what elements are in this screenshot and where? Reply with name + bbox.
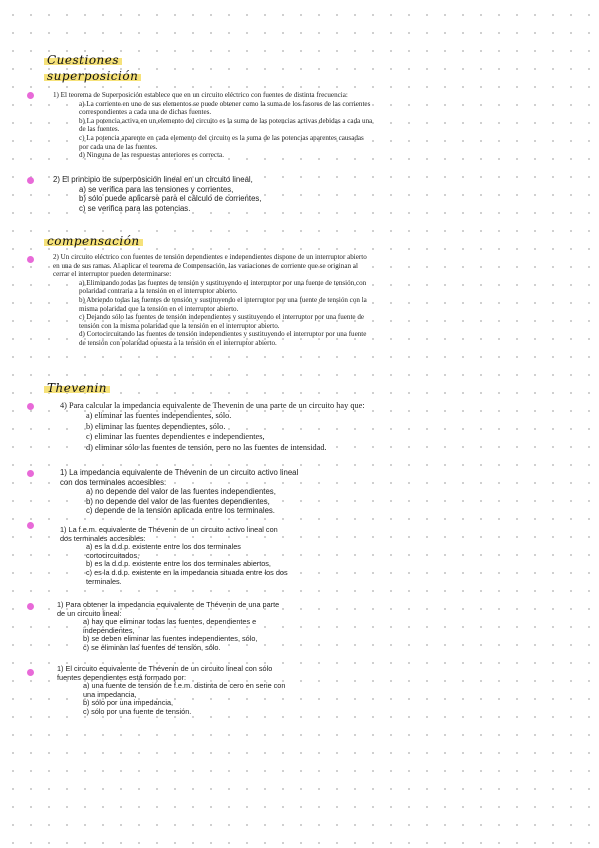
option-line: d) Ninguna de las respuestas anteriores es correcta. — [79, 151, 224, 160]
question-stem: cerrar el interruptor pueden determinarse: — [53, 270, 172, 279]
bullet-q5 — [27, 470, 34, 477]
question-stem: 2) El principio de superposición lineal en un circuito lineal, — [53, 175, 253, 184]
question-stem: 2) Un circuito eléctrico con fuentes de tensión dependientes e independientes dispone de un interruptor abierto — [53, 253, 367, 261]
option-line: a) hay que eliminar todas las fuentes, dependientes e — [83, 617, 257, 627]
option-line: de las fuentes. — [79, 125, 120, 134]
question-7 — [57, 601, 307, 653]
question-stem: dos terminales accesibles: — [60, 533, 146, 543]
option-line: de tensión con polaridad opuesta a la tensión en el interruptor abierto. — [79, 338, 277, 347]
bullet-q7 — [27, 603, 34, 610]
question-5 — [60, 468, 320, 516]
option-line: c) Dejando sólo las fuentes de tensión independientes y sustituyendo el interruptor por una fuente de — [79, 313, 365, 322]
option-line: a) Eliminando todas las fuentes de tensión y sustituyendo el interruptor por una fuente de tensión con — [79, 278, 367, 287]
option-line: b) se deben eliminar las fuentes independientes, sólo, — [83, 634, 258, 644]
question-4 — [60, 401, 420, 453]
option-line: terminales. — [86, 576, 122, 586]
option-line: c) eliminar las fuentes dependientes e independientes, — [86, 432, 265, 442]
option-line: a) eliminar las fuentes independientes, sólo. — [86, 411, 232, 421]
bullet-q3 — [27, 256, 34, 263]
question-stem: con dos terminales accesibles: — [60, 477, 167, 487]
option-line: c) sólo por una fuente de tensión. — [83, 706, 192, 716]
option-line: cortocircuitados, — [86, 550, 140, 560]
bullet-q6 — [27, 522, 34, 529]
bullet-q1 — [27, 92, 34, 99]
option-line: d) Cortocircuitando las fuentes de tensión independientes y sustituyendo el interruptor por una fuente — [79, 330, 367, 339]
question-2 — [53, 175, 353, 213]
option-line: b) es la d.d.p. existente entre los dos terminales abiertos, — [86, 559, 271, 569]
option-line: tensión con la misma polaridad que la tensión en el interruptor abierto. — [79, 321, 280, 330]
question-stem: fuentes dependientes está formado por: — [57, 672, 186, 682]
option-line: a) se verifica para las tensiones y corrientes, — [79, 184, 234, 194]
bullet-q2 — [27, 177, 34, 184]
option-line: a) es la d.d.p. existente entre los dos terminales — [86, 542, 241, 552]
question-stem: 1) La impedancia equivalente de Thévenin de un circuito activo lineal — [60, 468, 299, 477]
heading-superposicion: superposición — [44, 69, 141, 83]
option-line: b) La potencia activa en un elemento del circuito es la suma de las potencias activas debidas a cada una — [79, 116, 373, 125]
question-stem: de un circuito lineal: — [57, 608, 122, 618]
option-line: b) Abriendo todas las fuentes de tensión y sustituyendo el interruptor por una fuente de tensión con la — [79, 295, 367, 304]
question-stem: en una de sus ramas. Al aplicar el teorema de Compensación, las variaciones de corriente que se originan al — [53, 261, 358, 270]
heading-cuestiones: Cuestiones — [44, 53, 122, 67]
option-line: una impedancia, — [83, 689, 137, 699]
option-line: a) La corriente en uno de sus elementos se puede obtener como la suma de los fasores de las corrientes — [79, 99, 371, 108]
question-8 — [57, 665, 307, 717]
bullet-q8 — [27, 669, 34, 676]
option-line: c) es la d.d.p. existente en la impedancia situada entre los dos — [86, 567, 288, 577]
option-line: b) sólo puede aplicarse para el cálculo de corrientes, — [79, 194, 262, 204]
option-line: c) depende de la tensión aplicada entre los terminales. — [86, 506, 275, 516]
heading-thevenin: Thevenin — [44, 381, 110, 395]
option-line: b) no depende del valor de las fuentes dependientes, — [86, 496, 270, 506]
option-line: independientes, — [83, 625, 135, 635]
question-stem: 1) Para obtener la impedancia equivalente de Thévenin de una parte — [57, 600, 280, 609]
question-stem: 1) El teorema de Superposición establece que en un circuito eléctrico con fuentes de distinta frecuencia: — [53, 91, 348, 99]
option-line: c) se eliminan las fuentes de tensión, sólo. — [83, 642, 221, 652]
question-stem: 4) Para calcular la impedancia equivalente de Thevenin de una parte de un circuito hay que: — [60, 401, 365, 410]
option-line: a) una fuente de tensión de f.e.m. distinta de cero en serie con — [83, 681, 286, 691]
heading-compensacion: compensación — [44, 234, 143, 248]
option-line: d) eliminar sólo las fuentes de tensión, pero no las fuentes de intensidad. — [86, 442, 327, 452]
option-line: c) La potencia aparente en cada elemento del circuito es la suma de las potencias aparentes causadas — [79, 133, 364, 142]
bullet-q4 — [27, 403, 34, 410]
option-line: a) no depende del valor de las fuentes independientes, — [86, 487, 276, 497]
question-3 — [53, 253, 423, 348]
option-line: por cada una de las fuentes. — [79, 142, 158, 151]
option-line: b) sólo por una impedancia, — [83, 698, 174, 708]
question-stem: 1) El circuito equivalente de Thévenin de un circuito lineal con sólo — [57, 664, 273, 673]
question-6 — [60, 526, 310, 586]
option-line: polaridad contraria a la tensión en el interruptor abierto. — [79, 287, 238, 296]
option-line: c) se verifica para las potencias. — [79, 203, 191, 213]
question-1 — [53, 91, 413, 160]
option-line: correspondientes a cada una de dichas fuentes. — [79, 108, 212, 117]
question-stem: 1) La f.e.m. equivalente de Thévenin de un circuito activo lineal con — [60, 525, 278, 534]
option-line: b) eliminar las fuentes dependientes, sólo. — [86, 421, 226, 431]
option-line: misma polaridad que la tensión en el interruptor abierto. — [79, 304, 239, 313]
